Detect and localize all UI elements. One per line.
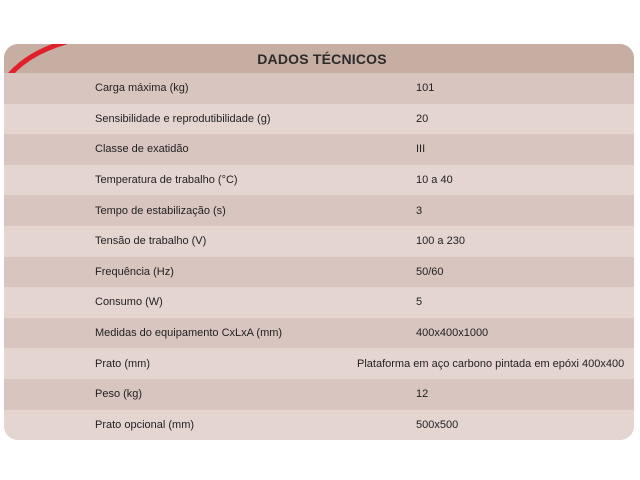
table-row [4,226,634,257]
row-value: 101 [416,82,435,95]
row-value: 50/60 [416,265,444,278]
row-label: Tempo de estabilização (s) [95,204,226,217]
row-label: Prato (mm) [95,357,150,370]
row-label: Carga máxima (kg) [95,82,189,95]
table-row [4,410,634,440]
table-row [4,195,634,226]
row-value: 5 [416,296,423,309]
table-row [4,257,634,288]
row-value: III [416,143,426,156]
row-label: Medidas do equipamento CxLxA (mm) [95,327,283,340]
table-row [4,379,634,410]
table-row [4,73,634,104]
table-row [4,318,634,349]
row-value: Plataforma em aço carbono pintada em epóxi 400x400 [357,357,625,370]
row-label: Sensibilidade e reprodutibilidade (g) [95,112,271,125]
row-value: 12 [416,388,429,401]
row-value: 400x400x1000 [416,327,489,340]
row-label: Peso (kg) [95,388,143,401]
table-row [4,134,634,165]
row-value: 10 a 40 [416,174,453,187]
table-row [4,104,634,135]
row-label: Frequência (Hz) [95,265,174,278]
row-label: Temperatura de trabalho (°C) [95,174,238,187]
row-label: Consumo (W) [95,296,163,309]
table-title: DADOS TÉCNICOS [4,44,634,73]
row-label: Prato opcional (mm) [95,418,195,431]
row-value: 3 [416,204,423,217]
row-label: Tensão de trabalho (V) [95,235,207,248]
table-row [4,287,634,318]
row-label: Classe de exatidão [95,143,189,156]
technical-data-table [4,44,634,440]
table-row [4,165,634,196]
row-value: 20 [416,112,429,125]
row-value: 100 a 230 [416,235,465,248]
table-row [4,348,634,379]
row-value: 500x500 [416,418,459,431]
table-body [4,73,634,440]
